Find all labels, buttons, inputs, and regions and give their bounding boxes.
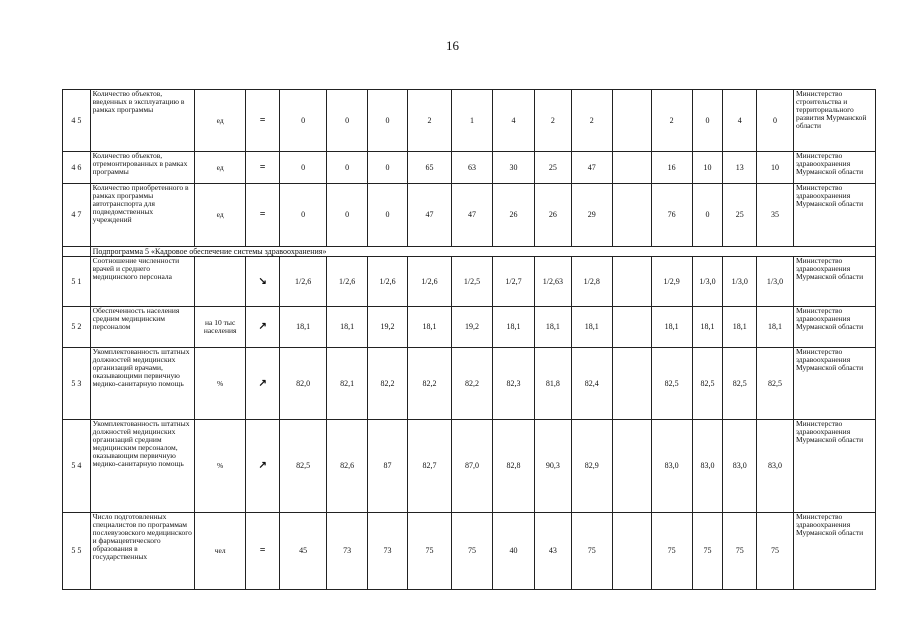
value-cell: 1/2,6 (327, 257, 368, 307)
responsible-executor: Министерство здравоохранения Мурманской области (793, 184, 875, 247)
value-cell: 75 (452, 513, 493, 590)
table-row (63, 90, 876, 152)
row-number: 4 6 (63, 152, 91, 184)
indicator-name: Число подготовленных специалистов по программам послевузовского медицинского и фармацевтического образования в государственных (90, 513, 194, 590)
indicator-name: Укомплектованность штатных должностей медицинских организаций врачами, оказывающими первичную медико-санитарную помощь (90, 348, 194, 420)
value-cell: 18,1 (651, 307, 692, 348)
value-cell: 13 (723, 152, 757, 184)
value-cell: 0 (327, 184, 368, 247)
value-cell: 10 (692, 152, 723, 184)
row-number: 5 1 (63, 257, 91, 307)
value-cell: 82,9 (571, 420, 612, 513)
value-cell (612, 152, 651, 184)
value-cell: 82,5 (280, 420, 327, 513)
value-cell: 75 (408, 513, 452, 590)
trend-cell: ↗ (246, 348, 280, 420)
value-cell: 82,5 (723, 348, 757, 420)
value-cell: 30 (492, 152, 534, 184)
value-cell: 18,1 (492, 307, 534, 348)
value-cell: 82,5 (757, 348, 794, 420)
value-cell: 0 (327, 152, 368, 184)
value-cell: 43 (534, 513, 571, 590)
indicator-name: Количество объектов, отремонтированных в рамках программы (90, 152, 194, 184)
value-cell: 83,0 (723, 420, 757, 513)
value-cell: 82,1 (327, 348, 368, 420)
value-cell (612, 348, 651, 420)
value-cell: 82,5 (692, 348, 723, 420)
value-cell: 1/2,5 (452, 257, 493, 307)
responsible-executor: Министерство здравоохранения Мурманской области (793, 257, 875, 307)
value-cell: 16 (651, 152, 692, 184)
value-cell: 40 (492, 513, 534, 590)
trend-cell: = (246, 90, 280, 152)
value-cell: 4 (492, 90, 534, 152)
unit-cell: ед (195, 184, 246, 247)
value-cell: 0 (692, 184, 723, 247)
value-cell: 0 (368, 152, 408, 184)
unit-cell: чел (195, 513, 246, 590)
value-cell (612, 513, 651, 590)
value-cell: 47 (408, 184, 452, 247)
value-cell: 1/2,8 (571, 257, 612, 307)
trend-cell: = (246, 513, 280, 590)
trend-cell: ↗ (246, 307, 280, 348)
value-cell: 0 (280, 184, 327, 247)
value-cell: 82,2 (408, 348, 452, 420)
trend-cell: ↗ (246, 420, 280, 513)
value-cell: 47 (452, 184, 493, 247)
value-cell: 18,1 (692, 307, 723, 348)
value-cell: 0 (757, 90, 794, 152)
value-cell: 2 (534, 90, 571, 152)
value-cell (612, 307, 651, 348)
responsible-executor: Министерство здравоохранения Мурманской области (793, 348, 875, 420)
value-cell: 73 (368, 513, 408, 590)
row-number: 5 5 (63, 513, 91, 590)
value-cell: 2 (408, 90, 452, 152)
table-row (63, 513, 876, 590)
value-cell: 0 (280, 152, 327, 184)
value-cell: 29 (571, 184, 612, 247)
value-cell: 0 (368, 184, 408, 247)
value-cell: 76 (651, 184, 692, 247)
value-cell: 18,1 (723, 307, 757, 348)
value-cell: 25 (723, 184, 757, 247)
trend-cell: = (246, 152, 280, 184)
indicator-name: Соотношение численности врачей и среднего медицинского персонала (90, 257, 194, 307)
unit-cell: ед (195, 90, 246, 152)
value-cell: 4 (723, 90, 757, 152)
value-cell: 82,0 (280, 348, 327, 420)
value-cell: 82,2 (368, 348, 408, 420)
value-cell: 1/2,6 (368, 257, 408, 307)
value-cell: 82,2 (452, 348, 493, 420)
value-cell: 87 (368, 420, 408, 513)
value-cell: 75 (757, 513, 794, 590)
value-cell: 35 (757, 184, 794, 247)
row-number: 5 2 (63, 307, 91, 348)
value-cell: 2 (571, 90, 612, 152)
value-cell: 75 (692, 513, 723, 590)
value-cell: 1/2,7 (492, 257, 534, 307)
value-cell: 18,1 (408, 307, 452, 348)
value-cell: 1/2,6 (408, 257, 452, 307)
value-cell: 26 (492, 184, 534, 247)
trend-cell: ↘ (246, 257, 280, 307)
value-cell: 1/2,63 (534, 257, 571, 307)
value-cell: 82,6 (327, 420, 368, 513)
trend-cell: = (246, 184, 280, 247)
unit-cell: % (195, 420, 246, 513)
row-number: 4 7 (63, 184, 91, 247)
value-cell: 18,1 (327, 307, 368, 348)
value-cell: 2 (651, 90, 692, 152)
value-cell: 65 (408, 152, 452, 184)
value-cell: 19,2 (368, 307, 408, 348)
responsible-executor: Министерство строительства и территориального развития Мурманской области (793, 90, 875, 152)
table-row (63, 152, 876, 184)
value-cell: 47 (571, 152, 612, 184)
value-cell: 1 (452, 90, 493, 152)
indicator-name: Укомплектованность штатных должностей медицинских организаций средним медицинским персоналом, оказывающим первичную медико-санитарную помощь (90, 420, 194, 513)
unit-cell (195, 257, 246, 307)
value-cell: 90,3 (534, 420, 571, 513)
value-cell (612, 184, 651, 247)
value-cell: 82,4 (571, 348, 612, 420)
responsible-executor: Министерство здравоохранения Мурманской области (793, 307, 875, 348)
value-cell: 25 (534, 152, 571, 184)
unit-cell: ед (195, 152, 246, 184)
value-cell: 45 (280, 513, 327, 590)
indicators-table (62, 89, 876, 590)
indicator-name: Количество приобретенного в рамках программы автотранспорта для подведомственных учреждений (90, 184, 194, 247)
value-cell: 1/3,0 (692, 257, 723, 307)
responsible-executor: Министерство здравоохранения Мурманской области (793, 513, 875, 590)
value-cell (612, 257, 651, 307)
value-cell: 75 (651, 513, 692, 590)
value-cell: 18,1 (534, 307, 571, 348)
value-cell: 81,8 (534, 348, 571, 420)
table-row (63, 307, 876, 348)
value-cell: 83,0 (757, 420, 794, 513)
table-row (63, 420, 876, 513)
value-cell: 1/2,6 (280, 257, 327, 307)
value-cell: 19,2 (452, 307, 493, 348)
indicator-name: Количество объектов, введенных в эксплуатацию в рамках программы (90, 90, 194, 152)
value-cell: 0 (280, 90, 327, 152)
value-cell: 75 (723, 513, 757, 590)
value-cell: 75 (571, 513, 612, 590)
value-cell (612, 90, 651, 152)
value-cell: 18,1 (571, 307, 612, 348)
value-cell: 82,7 (408, 420, 452, 513)
value-cell: 0 (368, 90, 408, 152)
responsible-executor: Министерство здравоохранения Мурманской области (793, 420, 875, 513)
subprogram-row (63, 247, 876, 257)
row-number: 4 5 (63, 90, 91, 152)
row-number: 5 4 (63, 420, 91, 513)
unit-cell: на 10 тыс населения (195, 307, 246, 348)
table-row (63, 257, 876, 307)
value-cell: 73 (327, 513, 368, 590)
unit-cell: % (195, 348, 246, 420)
value-cell: 1/3,0 (723, 257, 757, 307)
value-cell: 1/2,9 (651, 257, 692, 307)
responsible-executor: Министерство здравоохранения Мурманской области (793, 152, 875, 184)
row-number: 5 3 (63, 348, 91, 420)
value-cell: 87,0 (452, 420, 493, 513)
value-cell: 26 (534, 184, 571, 247)
table-row (63, 184, 876, 247)
indicator-name: Обеспеченность населения средним медицинским персоналом (90, 307, 194, 348)
value-cell: 83,0 (692, 420, 723, 513)
value-cell: 0 (692, 90, 723, 152)
value-cell: 82,5 (651, 348, 692, 420)
value-cell: 83,0 (651, 420, 692, 513)
value-cell (612, 420, 651, 513)
page-number: 16 (446, 38, 459, 53)
value-cell: 0 (327, 90, 368, 152)
subprogram-header: Подпрограмма 5 «Кадровое обеспечение системы здравоохранения» (90, 247, 875, 257)
value-cell: 18,1 (757, 307, 794, 348)
value-cell: 10 (757, 152, 794, 184)
value-cell: 1/3,0 (757, 257, 794, 307)
value-cell: 82,8 (492, 420, 534, 513)
value-cell: 18,1 (280, 307, 327, 348)
value-cell: 82,3 (492, 348, 534, 420)
table-row (63, 348, 876, 420)
value-cell: 63 (452, 152, 493, 184)
